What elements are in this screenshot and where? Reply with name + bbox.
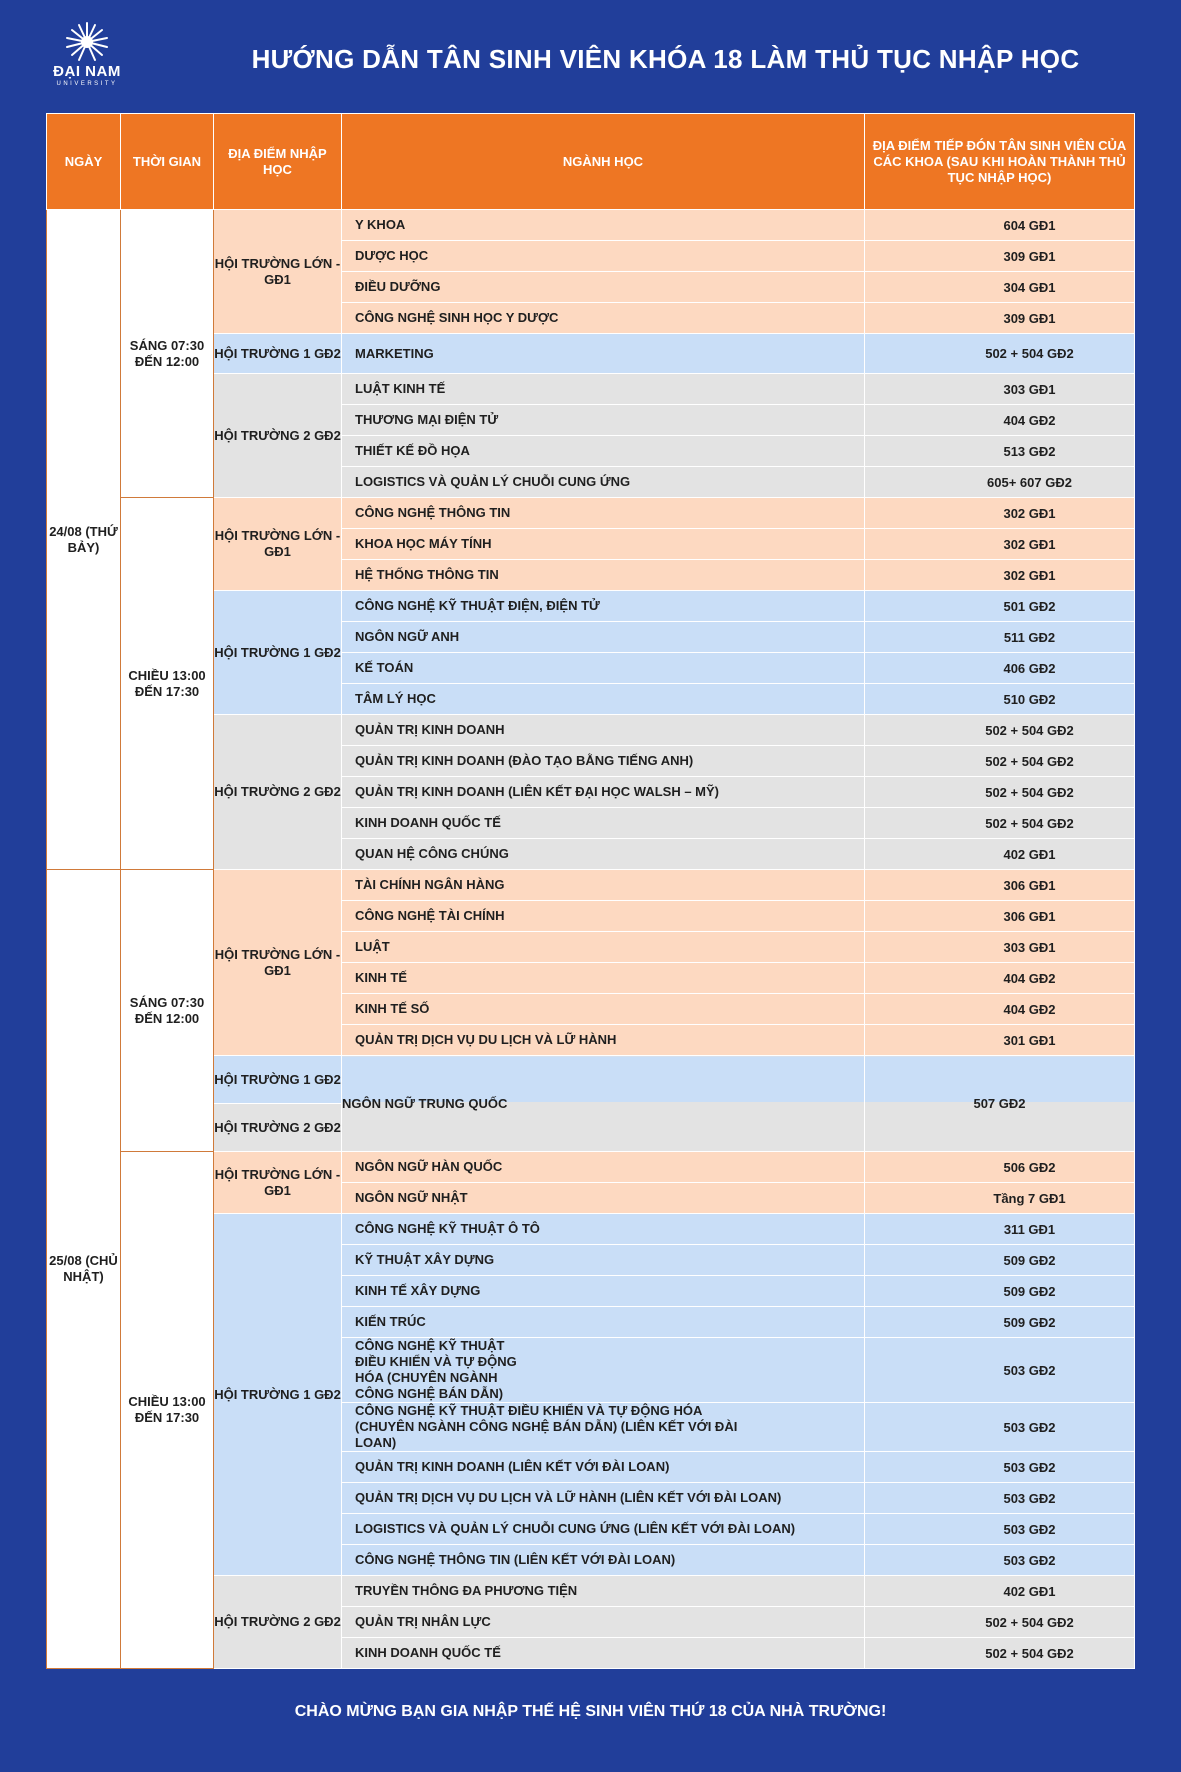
major-cell: QUẢN TRỊ DỊCH VỤ DU LỊCH VÀ LỮ HÀNH (LIÊN KẾT VỚI ĐÀI LOAN) <box>342 1483 865 1514</box>
session-cell: CHIỀU 13:00 ĐẾN 17:30 <box>121 498 214 870</box>
hall-cell: HỘI TRƯỜNG LỚN - GĐ1 <box>214 498 342 591</box>
session-cell: SÁNG 07:30 ĐẾN 12:00 <box>121 210 214 498</box>
location-cell: 404 GĐ2 <box>865 963 1135 994</box>
location-cell: 509 GĐ2 <box>865 1245 1135 1276</box>
hall-cell: HỘI TRƯỜNG LỚN - GĐ1 <box>214 870 342 1056</box>
major-cell: QUẢN TRỊ DỊCH VỤ DU LỊCH VÀ LỮ HÀNH <box>342 1025 865 1056</box>
location-cell: 311 GĐ1 <box>865 1214 1135 1245</box>
location-cell: 605+ 607 GĐ2 <box>865 467 1135 498</box>
major-cell: CÔNG NGHỆ KỸ THUẬT Ô TÔ <box>342 1214 865 1245</box>
table-row <box>47 498 1135 529</box>
major-cell: ĐIỀU DƯỠNG <box>342 272 865 303</box>
schedule-table <box>46 113 1135 1669</box>
location-cell: 509 GĐ2 <box>865 1276 1135 1307</box>
page-title: HƯỚNG DẪN TÂN SINH VIÊN KHÓA 18 LÀM THỦ TỤC NHẬP HỌC <box>251 44 1080 74</box>
brand-subtitle: UNIVERSITY <box>56 81 118 87</box>
hall-cell: HỘI TRƯỜNG LỚN - GĐ1 <box>214 210 342 334</box>
location-cell: 513 GĐ2 <box>865 436 1135 467</box>
major-cell: NGÔN NGỮ ANH <box>342 622 865 653</box>
major-cell: HỆ THỐNG THÔNG TIN <box>342 560 865 591</box>
location-cell: 502 + 504 GĐ2 <box>865 715 1135 746</box>
header-hall: ĐỊA ĐIỂM NHẬP HỌC <box>214 114 342 210</box>
location-cell: 509 GĐ2 <box>865 1307 1135 1338</box>
location-cell: 511 GĐ2 <box>865 622 1135 653</box>
major-cell: QUẢN TRỊ KINH DOANH (LIÊN KẾT ĐẠI HỌC WALSH – MỸ) <box>342 777 865 808</box>
major-cell: CÔNG NGHỆ THÔNG TIN (LIÊN KẾT VỚI ĐÀI LOAN) <box>342 1545 865 1576</box>
major-cell: TRUYỀN THÔNG ĐA PHƯƠNG TIỆN <box>342 1576 865 1607</box>
major-cell: THƯƠNG MẠI ĐIỆN TỬ <box>342 405 865 436</box>
location-cell: 503 GĐ2 <box>865 1545 1135 1576</box>
location-cell: 302 GĐ1 <box>865 529 1135 560</box>
major-cell: QUẢN TRỊ KINH DOANH (LIÊN KẾT VỚI ĐÀI LOAN) <box>342 1452 865 1483</box>
major-cell: KHOA HỌC MÁY TÍNH <box>342 529 865 560</box>
location-cell: 309 GĐ1 <box>865 303 1135 334</box>
major-cell: DƯỢC HỌC <box>342 241 865 272</box>
day-cell: 25/08 (CHỦ NHẬT) <box>47 870 121 1669</box>
major-cell: MARKETING <box>342 334 865 374</box>
location-cell: 309 GĐ1 <box>865 241 1135 272</box>
header-time: THỜI GIAN <box>121 114 214 210</box>
location-cell: 306 GĐ1 <box>865 901 1135 932</box>
major-cell: KỸ THUẬT XÂY DỰNG <box>342 1245 865 1276</box>
hall-cell: HỘI TRƯỜNG LỚN - GĐ1 <box>214 1152 342 1214</box>
major-cell: KINH DOANH QUỐC TẾ <box>342 808 865 839</box>
major-cell: KINH TẾ XÂY DỰNG <box>342 1276 865 1307</box>
major-cell: QUẢN TRỊ KINH DOANH <box>342 715 865 746</box>
location-cell: 506 GĐ2 <box>865 1152 1135 1183</box>
location-cell: Tầng 7 GĐ1 <box>865 1183 1135 1214</box>
table-row <box>47 870 1135 901</box>
location-cell: 502 + 504 GĐ2 <box>865 808 1135 839</box>
location-cell: 502 + 504 GĐ2 <box>865 334 1135 374</box>
major-cell: QUẢN TRỊ NHÂN LỰC <box>342 1607 865 1638</box>
location-cell: 402 GĐ1 <box>865 1576 1135 1607</box>
major-cell: CÔNG NGHỆ THÔNG TIN <box>342 498 865 529</box>
major-cell: KINH DOANH QUỐC TẾ <box>342 1638 865 1669</box>
location-cell: 302 GĐ1 <box>865 560 1135 591</box>
major-cell: KIẾN TRÚC <box>342 1307 865 1338</box>
location-cell: 406 GĐ2 <box>865 653 1135 684</box>
location-cell: 304 GĐ1 <box>865 272 1135 303</box>
session-cell: CHIỀU 13:00 ĐẾN 17:30 <box>121 1152 214 1669</box>
location-cell: 507 GĐ2 <box>865 1056 1135 1152</box>
major-cell: KẾ TOÁN <box>342 653 865 684</box>
hall-cell: HỘI TRƯỜNG 2 GĐ2 <box>214 1104 342 1152</box>
hall-cell: HỘI TRƯỜNG 1 GĐ2 <box>214 1214 342 1576</box>
major-cell: NGÔN NGỮ NHẬT <box>342 1183 865 1214</box>
major-cell: CÔNG NGHỆ KỸ THUẬT ĐIỆN, ĐIỆN TỬ <box>342 591 865 622</box>
major-cell: NGÔN NGỮ TRUNG QUỐC <box>342 1056 865 1152</box>
major-cell: QUẢN TRỊ KINH DOANH (ĐÀO TẠO BẰNG TIẾNG ANH) <box>342 746 865 777</box>
header-major: NGÀNH HỌC <box>342 114 865 210</box>
major-cell: LOGISTICS VÀ QUẢN LÝ CHUỖI CUNG ỨNG <box>342 467 865 498</box>
location-cell: 301 GĐ1 <box>865 1025 1135 1056</box>
hall-cell: HỘI TRƯỜNG 2 GĐ2 <box>214 715 342 870</box>
location-cell: 503 GĐ2 <box>865 1403 1135 1452</box>
location-cell: 501 GĐ2 <box>865 591 1135 622</box>
hall-cell: HỘI TRƯỜNG 2 GĐ2 <box>214 374 342 498</box>
brand-name: ĐẠI NAM <box>53 63 121 80</box>
major-cell: THIẾT KẾ ĐỒ HỌA <box>342 436 865 467</box>
major-cell: Y KHOA <box>342 210 865 241</box>
table-row <box>47 210 1135 241</box>
location-cell: 502 + 504 GĐ2 <box>865 1607 1135 1638</box>
location-cell: 502 + 504 GĐ2 <box>865 777 1135 808</box>
location-cell: 503 GĐ2 <box>865 1514 1135 1545</box>
location-cell: 404 GĐ2 <box>865 994 1135 1025</box>
major-cell: TÀI CHÍNH NGÂN HÀNG <box>342 870 865 901</box>
table-row <box>47 1152 1135 1183</box>
major-cell: CÔNG NGHỆ TÀI CHÍNH <box>342 901 865 932</box>
major-cell: LOGISTICS VÀ QUẢN LÝ CHUỖI CUNG ỨNG (LIÊN KẾT VỚI ĐÀI LOAN) <box>342 1514 865 1545</box>
footer-message: CHÀO MỪNG BẠN GIA NHẬP THẾ HỆ SINH VIÊN THỨ 18 CỦA NHÀ TRƯỜNG! <box>294 1703 887 1720</box>
major-cell: TÂM LÝ HỌC <box>342 684 865 715</box>
major-cell: KINH TẾ SỐ <box>342 994 865 1025</box>
hall-cell: HỘI TRƯỜNG 1 GĐ2 <box>214 334 342 374</box>
hall-cell: HỘI TRƯỜNG 2 GĐ2 <box>214 1576 342 1669</box>
day-cell: 24/08 (THỨ BẢY) <box>47 210 121 870</box>
location-cell: 503 GĐ2 <box>865 1338 1135 1403</box>
major-cell: CÔNG NGHỆ KỸ THUẬT ĐIỀU KHIỂN VÀ TỰ ĐỘNG HÓA (CHUYÊN NGÀNH CÔNG NGHỆ BÁN DẪN) <box>342 1338 865 1403</box>
location-cell: 502 + 504 GĐ2 <box>865 1638 1135 1669</box>
logo <box>44 22 130 94</box>
major-cell: LUẬT <box>342 932 865 963</box>
header-reception: ĐỊA ĐIỂM TIẾP ĐÓN TÂN SINH VIÊN CỦA CÁC KHOA (SAU KHI HOÀN THÀNH THỦ TỤC NHẬP HỌC) <box>865 114 1135 210</box>
location-cell: 604 GĐ1 <box>865 210 1135 241</box>
location-cell: 502 + 504 GĐ2 <box>865 746 1135 777</box>
major-cell: NGÔN NGỮ HÀN QUỐC <box>342 1152 865 1183</box>
starburst-icon <box>65 22 109 62</box>
hall-cell: HỘI TRƯỜNG 1 GĐ2 <box>214 591 342 715</box>
location-cell: 303 GĐ1 <box>865 374 1135 405</box>
major-cell: CÔNG NGHỆ SINH HỌC Y DƯỢC <box>342 303 865 334</box>
location-cell: 303 GĐ1 <box>865 932 1135 963</box>
major-cell: CÔNG NGHỆ KỸ THUẬT ĐIỀU KHIỂN VÀ TỰ ĐỘNG HÓA (CHUYÊN NGÀNH CÔNG NGHỆ BÁN DẪN) (LIÊN KẾT VỚI ĐÀI LOAN) <box>342 1403 865 1452</box>
major-cell: QUAN HỆ CÔNG CHÚNG <box>342 839 865 870</box>
location-cell: 503 GĐ2 <box>865 1483 1135 1514</box>
location-cell: 402 GĐ1 <box>865 839 1135 870</box>
location-cell: 510 GĐ2 <box>865 684 1135 715</box>
major-cell: KINH TẾ <box>342 963 865 994</box>
location-cell: 302 GĐ1 <box>865 498 1135 529</box>
location-cell: 404 GĐ2 <box>865 405 1135 436</box>
header-date: NGÀY <box>47 114 121 210</box>
major-cell: LUẬT KINH TẾ <box>342 374 865 405</box>
location-cell: 306 GĐ1 <box>865 870 1135 901</box>
hall-cell: HỘI TRƯỜNG 1 GĐ2 <box>214 1056 342 1104</box>
session-cell: SÁNG 07:30 ĐẾN 12:00 <box>121 870 214 1152</box>
location-cell: 503 GĐ2 <box>865 1452 1135 1483</box>
